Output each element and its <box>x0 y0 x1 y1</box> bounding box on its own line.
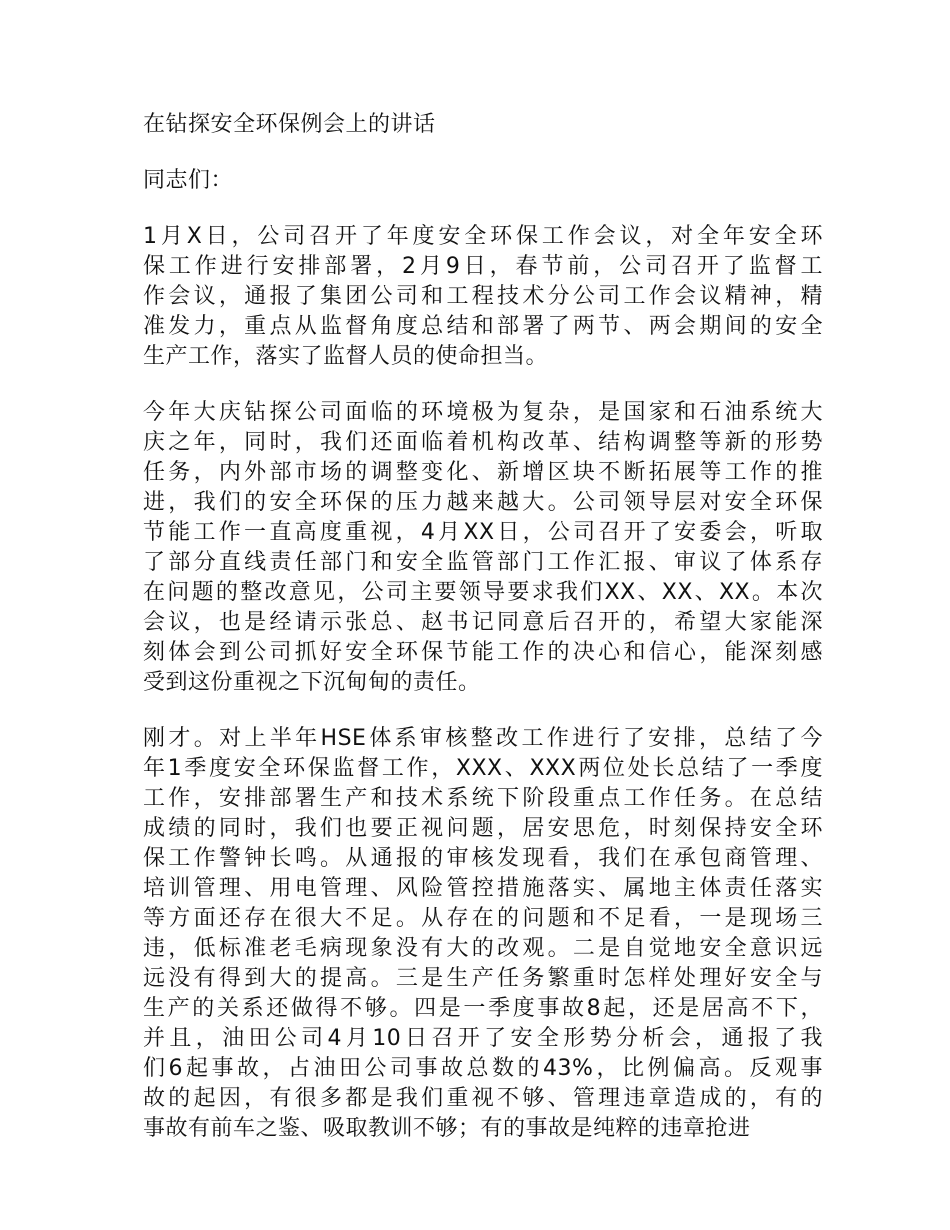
paragraph-line: 在问题的整改意见，公司主要领导要求我们XX、XX、XX。本次 <box>143 580 823 605</box>
paragraph <box>143 398 823 698</box>
paragraph-line: 刚才。对上半年HSE体系审核整改工作进行了安排，总结了今 <box>143 726 823 751</box>
paragraph-line: 年1季度安全环保监督工作，XXX、XXX两位处长总结了一季度 <box>143 756 823 781</box>
paragraph <box>143 222 823 372</box>
paragraph-line: 庆之年，同时，我们还面临着机构改革、结构调整等新的形势 <box>143 430 823 455</box>
paragraph-line: 生产工作，落实了监督人员的使命担当。 <box>143 344 549 369</box>
paragraph-line: 进，我们的安全环保的压力越来越大。公司领导层对安全环保 <box>143 490 823 515</box>
paragraph-line: 1月X日，公司召开了年度安全环保工作会议，对全年安全环 <box>143 224 823 249</box>
paragraph-line: 成绩的同时，我们也要正视问题，居安思危，时刻保持安全环 <box>143 816 823 841</box>
document-body <box>143 110 823 1170</box>
paragraph-line: 事故有前车之鉴、吸取教训不够；有的事故是纯粹的违章抢进 <box>143 1116 751 1141</box>
paragraph-line: 作会议，通报了集团公司和工程技术分公司工作会议精神，精 <box>143 284 823 309</box>
paragraph-line: 保工作警钟长鸣。从通报的审核发现看，我们在承包商管理、 <box>143 846 823 871</box>
paragraph-line: 准发力，重点从监督角度总结和部署了两节、两会期间的安全 <box>143 314 823 339</box>
paragraph-list <box>143 222 823 1144</box>
paragraph-line: 等方面还存在很大不足。从存在的问题和不足看，一是现场三 <box>143 906 823 931</box>
paragraph-line: 故的起因，有很多都是我们重视不够、管理违章造成的，有的 <box>143 1086 823 1111</box>
paragraph-line: 生产的关系还做得不够。四是一季度事故8起，还是居高不下， <box>143 996 823 1021</box>
paragraph-line: 保工作进行安排部署，2月9日，春节前，公司召开了监督工 <box>143 254 823 279</box>
paragraph-line: 节能工作一直高度重视，4月XX日，公司召开了安委会，听取 <box>143 520 823 545</box>
paragraph-line: 会议，也是经请示张总、赵书记同意后召开的，希望大家能深 <box>143 610 823 635</box>
paragraph-line: 今年大庆钻探公司面临的环境极为复杂，是国家和石油系统大 <box>143 400 823 425</box>
paragraph <box>143 724 823 1144</box>
paragraph-line: 工作，安排部署生产和技术系统下阶段重点工作任务。在总结 <box>143 786 823 811</box>
paragraph-line: 刻体会到公司抓好安全环保节能工作的决心和信心，能深刻感 <box>143 640 823 665</box>
paragraph-line: 培训管理、用电管理、风险管控措施落实、属地主体责任落实 <box>143 876 823 901</box>
paragraph-line: 违，低标准老毛病现象没有大的改观。二是自觉地安全意识远 <box>143 936 823 961</box>
salutation: 同志们： <box>143 168 234 193</box>
paragraph-line: 受到这份重视之下沉甸甸的责任。 <box>143 670 481 695</box>
paragraph-line: 远没有得到大的提高。三是生产任务繁重时怎样处理好安全与 <box>143 966 823 991</box>
paragraph-line: 了部分直线责任部门和安全监管部门工作汇报、审议了体系存 <box>143 550 823 575</box>
document-title: 在钻探安全环保例会上的讲话 <box>143 112 436 137</box>
paragraph-line: 并且，油田公司4月10日召开了安全形势分析会，通报了我 <box>143 1026 823 1051</box>
paragraph-line: 任务，内外部市场的调整变化、新增区块不断拓展等工作的推 <box>143 460 823 485</box>
paragraph-line: 们6起事故，占油田公司事故总数的43%，比例偏高。反观事 <box>143 1056 823 1081</box>
